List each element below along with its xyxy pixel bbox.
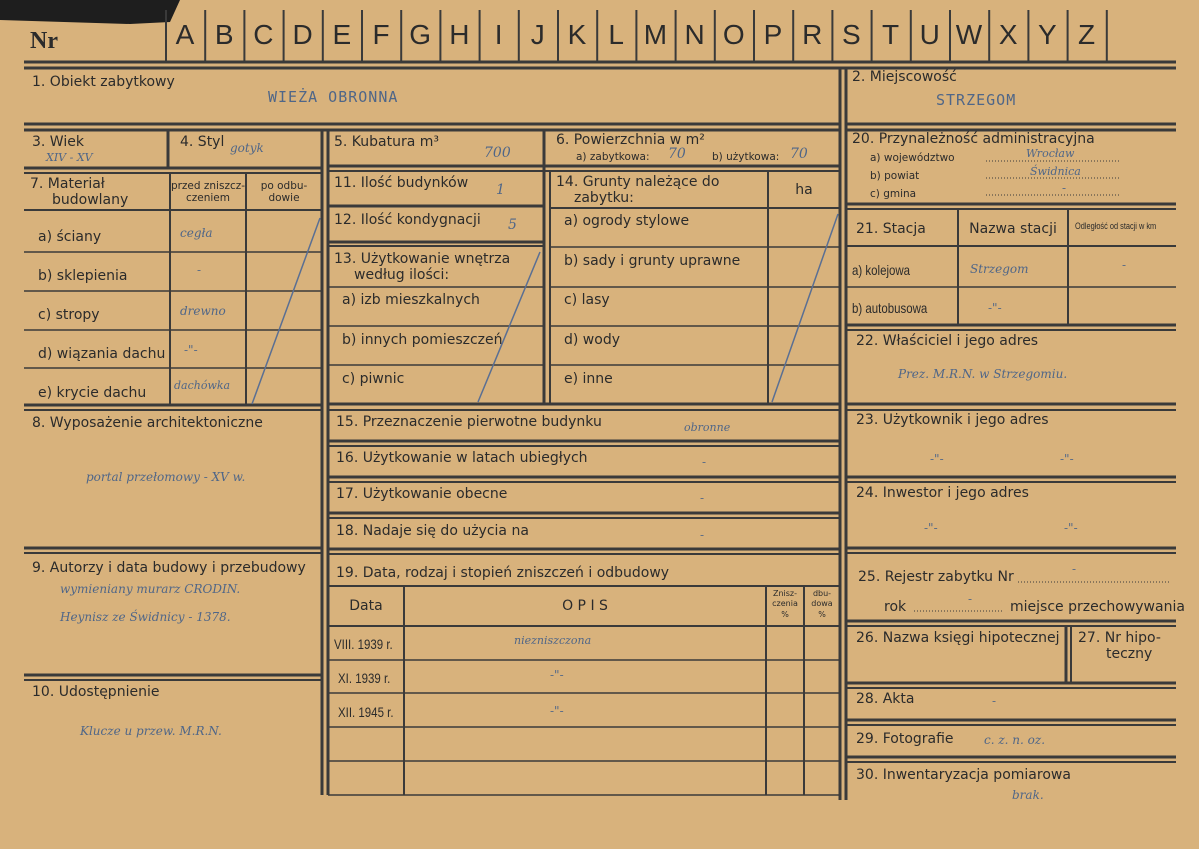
f21-bus-label: b) autobusowa [852,300,928,316]
f14-label-2: zabytku: [574,190,634,206]
f28-label: 28. Akta [856,691,915,707]
f7-row-c-value: drewno [180,304,226,318]
f19-row-3-date: XII. 1945 r. [338,704,394,720]
index-letter-l: L [608,19,624,50]
index-letter-c: C [253,19,274,50]
f6-value-b: 70 [790,146,808,162]
index-letter-m: M [643,19,668,50]
f24-value-2: -"- [1064,521,1078,535]
f23-label: 23. Użytkownik i jego adres [856,412,1049,428]
f11-label: 11. Ilość budynków [334,175,469,191]
f18-value: - [700,528,705,542]
f4-value: gotyk [230,141,264,155]
f6-value-a: 70 [668,146,686,162]
f19-col-rebuilt-2: dowa [811,599,833,608]
f2-value: STRZEGOM [936,91,1017,109]
index-letter-w: W [955,19,983,50]
f18-label: 18. Nadaje się do użycia na [336,523,529,539]
f14-row-a: a) ogrody stylowe [564,213,690,229]
index-letter-n: N [684,19,705,50]
f21-col-name: Nazwa stacji [969,221,1057,237]
f14-row-e: e) inne [564,371,613,387]
f21-rail-value: Strzegom [970,262,1029,276]
f11-value: 1 [496,182,505,198]
f7-row-a-value: cegła [180,226,213,240]
index-letter-b: B [214,19,234,50]
f7-row-d-label: d) wiązania dachu [38,346,166,362]
f17-label: 17. Użytkowanie obecne [336,486,508,502]
index-letter-x: X [998,19,1018,50]
f19-row-2-date: XI. 1939 r. [338,670,391,686]
f30-value: brak. [1012,788,1044,802]
f4-label: 4. Styl [180,134,225,150]
index-letter-e: E [332,19,352,50]
f6-label: 6. Powierzchnia w m² [556,132,705,148]
f27-label-1: 27. Nr hipo- [1078,630,1161,646]
f14-row-b: b) sady i grunty uprawne [564,253,741,269]
f19-col-rebuilt-1: dbu- [812,589,832,598]
f3-label: 3. Wiek [32,134,84,150]
f19-row-1-desc: niezniszczona [514,634,592,647]
f23-value-2: -"- [1060,452,1074,466]
f13-row-b: b) innych pomieszczeń [342,332,503,348]
f21-rail-dist: - [1122,258,1127,272]
f19-col-rebuilt-pct: % [818,610,826,619]
f19-row-1-date: VIII. 1939 r. [334,636,393,652]
f15-value: obronne [684,421,731,434]
f7-label-2: budowlany [52,192,129,208]
f13-row-c: c) piwnic [342,371,405,387]
f19-col-destr-2: czenia [772,599,798,608]
f25-place-label: miejsce przechowywania [1010,599,1185,615]
index-letter-d: D [292,19,313,50]
f25-rok-value: - [968,592,973,606]
f9-line-1: wymieniany murarz CRODIN. [60,582,241,596]
f27-label-2: teczny [1106,646,1153,662]
f30-label: 30. Inwentaryzacja pomiarowa [856,767,1071,783]
f7-label-1: 7. Materiał [30,176,105,192]
f14-row-d: d) wody [564,332,620,348]
index-letter-y: Y [1038,19,1057,50]
f21-label: 21. Stacja [856,221,926,237]
f19-col-desc: O P I S [562,598,608,614]
f6-sub-a: a) zabytkowa: [576,151,650,163]
f21-col-dist: Odległość od stacji w km [1075,221,1157,231]
f24-value-1: -"- [924,521,938,535]
f9-line-2: Heynisz ze Świdnicy - 1378. [60,610,231,624]
f20-label: 20. Przynależność administracyjna [852,131,1095,147]
f7-row-b-value: - [197,263,202,277]
f19-col-date: Data [349,598,383,614]
f22-value: Prez. M.R.N. w Strzegomiu. [898,367,1068,381]
f20-c-value: - [1062,181,1067,195]
index-letter-r: R [802,19,823,50]
f24-label: 24. Inwestor i jego adres [856,485,1029,501]
f14-label-1: 14. Grunty należące do [556,174,720,190]
f19-label: 19. Data, rodzaj i stopień zniszczeń i odbudowy [336,565,670,581]
index-letter-s: S [842,19,861,50]
f29-value: c. z. n. oz. [984,733,1046,747]
f20-c-label: c) gmina [870,188,917,200]
f12-label: 12. Ilość kondygnacji [334,212,481,228]
f19-row-3-desc: -"- [550,704,564,718]
f20-b-label: b) powiat [870,170,920,182]
index-letter-t: T [882,19,900,50]
f22-label: 22. Właściciel i jego adres [856,333,1039,349]
f7-row-b-label: b) sklepienia [38,268,128,284]
f16-label: 16. Użytkowanie w latach ubiegłych [336,450,588,466]
f29-label: 29. Fotografie [856,731,954,747]
index-letter-p: P [763,19,783,50]
f2-label: 2. Miejscowość [852,69,957,85]
f23-value-1: -"- [930,452,944,466]
index-letter-i: I [494,19,503,50]
f10-label: 10. Udostępnienie [32,684,160,700]
f7-col-after-1: po odbu- [260,180,308,192]
f25-label: 25. Rejestr zabytku Nr [858,569,1014,585]
f1-label: 1. Obiekt zabytkowy [32,74,175,90]
f28-value: - [992,694,997,708]
f19-col-destr-1: Znisz- [772,589,798,598]
f7-row-d-value: -"- [184,343,198,357]
f26-label: 26. Nazwa księgi hipotecznej [856,630,1060,646]
f7-col-before-1: przed zniszcz- [170,180,246,192]
f8-value: portal przełomowy - XV w. [86,470,246,484]
f5-value: 700 [484,145,511,161]
f13-label-2: według ilości: [354,267,450,283]
nr-label: Nr [30,28,58,54]
f21-rail-label: a) kolejowa [852,262,911,278]
index-letter-j: J [530,19,545,50]
f17-value: - [700,491,705,505]
f7-row-a-label: a) ściany [38,229,102,245]
f13-row-a: a) izb mieszkalnych [342,292,480,308]
f6-sub-b: b) użytkowa: [712,151,780,163]
f19-row-2-desc: -"- [550,668,564,682]
f7-col-after-2: dowie [268,192,300,204]
f7-row-e-value: dachówka [174,379,231,392]
index-letter-f: F [372,19,390,50]
f1-value: WIEŻA OBRONNA [268,88,399,106]
f19-col-destr-pct: % [781,610,789,619]
f7-row-e-label: e) krycie dachu [38,385,147,401]
f7-row-c-label: c) stropy [38,307,100,323]
f16-value: - [702,455,707,469]
index-letter-o: O [722,19,745,50]
f14-row-c: c) lasy [564,292,610,308]
f14-unit: ha [795,182,813,198]
f5-label: 5. Kubatura m³ [334,134,440,150]
f7-col-before-2: czeniem [185,192,230,204]
index-letter-u: U [919,19,940,50]
f21-bus-value: -"- [988,301,1002,315]
f9-label: 9. Autorzy i data budowy i przebudowy [32,560,306,576]
index-letter-g: G [409,19,432,50]
f3-value: XIV - XV [46,151,93,164]
f20-a-value: Wrocław [1026,147,1075,160]
f15-label: 15. Przeznaczenie pierwotne budynku [336,414,602,430]
f13-label-1: 13. Użytkowanie wnętrza [334,251,511,267]
f8-label: 8. Wyposażenie architektoniczne [32,415,263,431]
f10-value: Klucze u przew. M.R.N. [80,724,222,738]
f12-value: 5 [508,217,517,233]
index-letter-z: Z [1078,19,1096,50]
index-letter-k: K [567,19,587,50]
index-letter-h: H [449,19,470,50]
f20-b-value: Świdnica [1030,165,1081,178]
f25-rok-label: rok [884,599,907,615]
f25-value: - [1072,562,1077,576]
f20-a-label: a) województwo [870,152,955,164]
index-letter-a: A [175,19,195,50]
